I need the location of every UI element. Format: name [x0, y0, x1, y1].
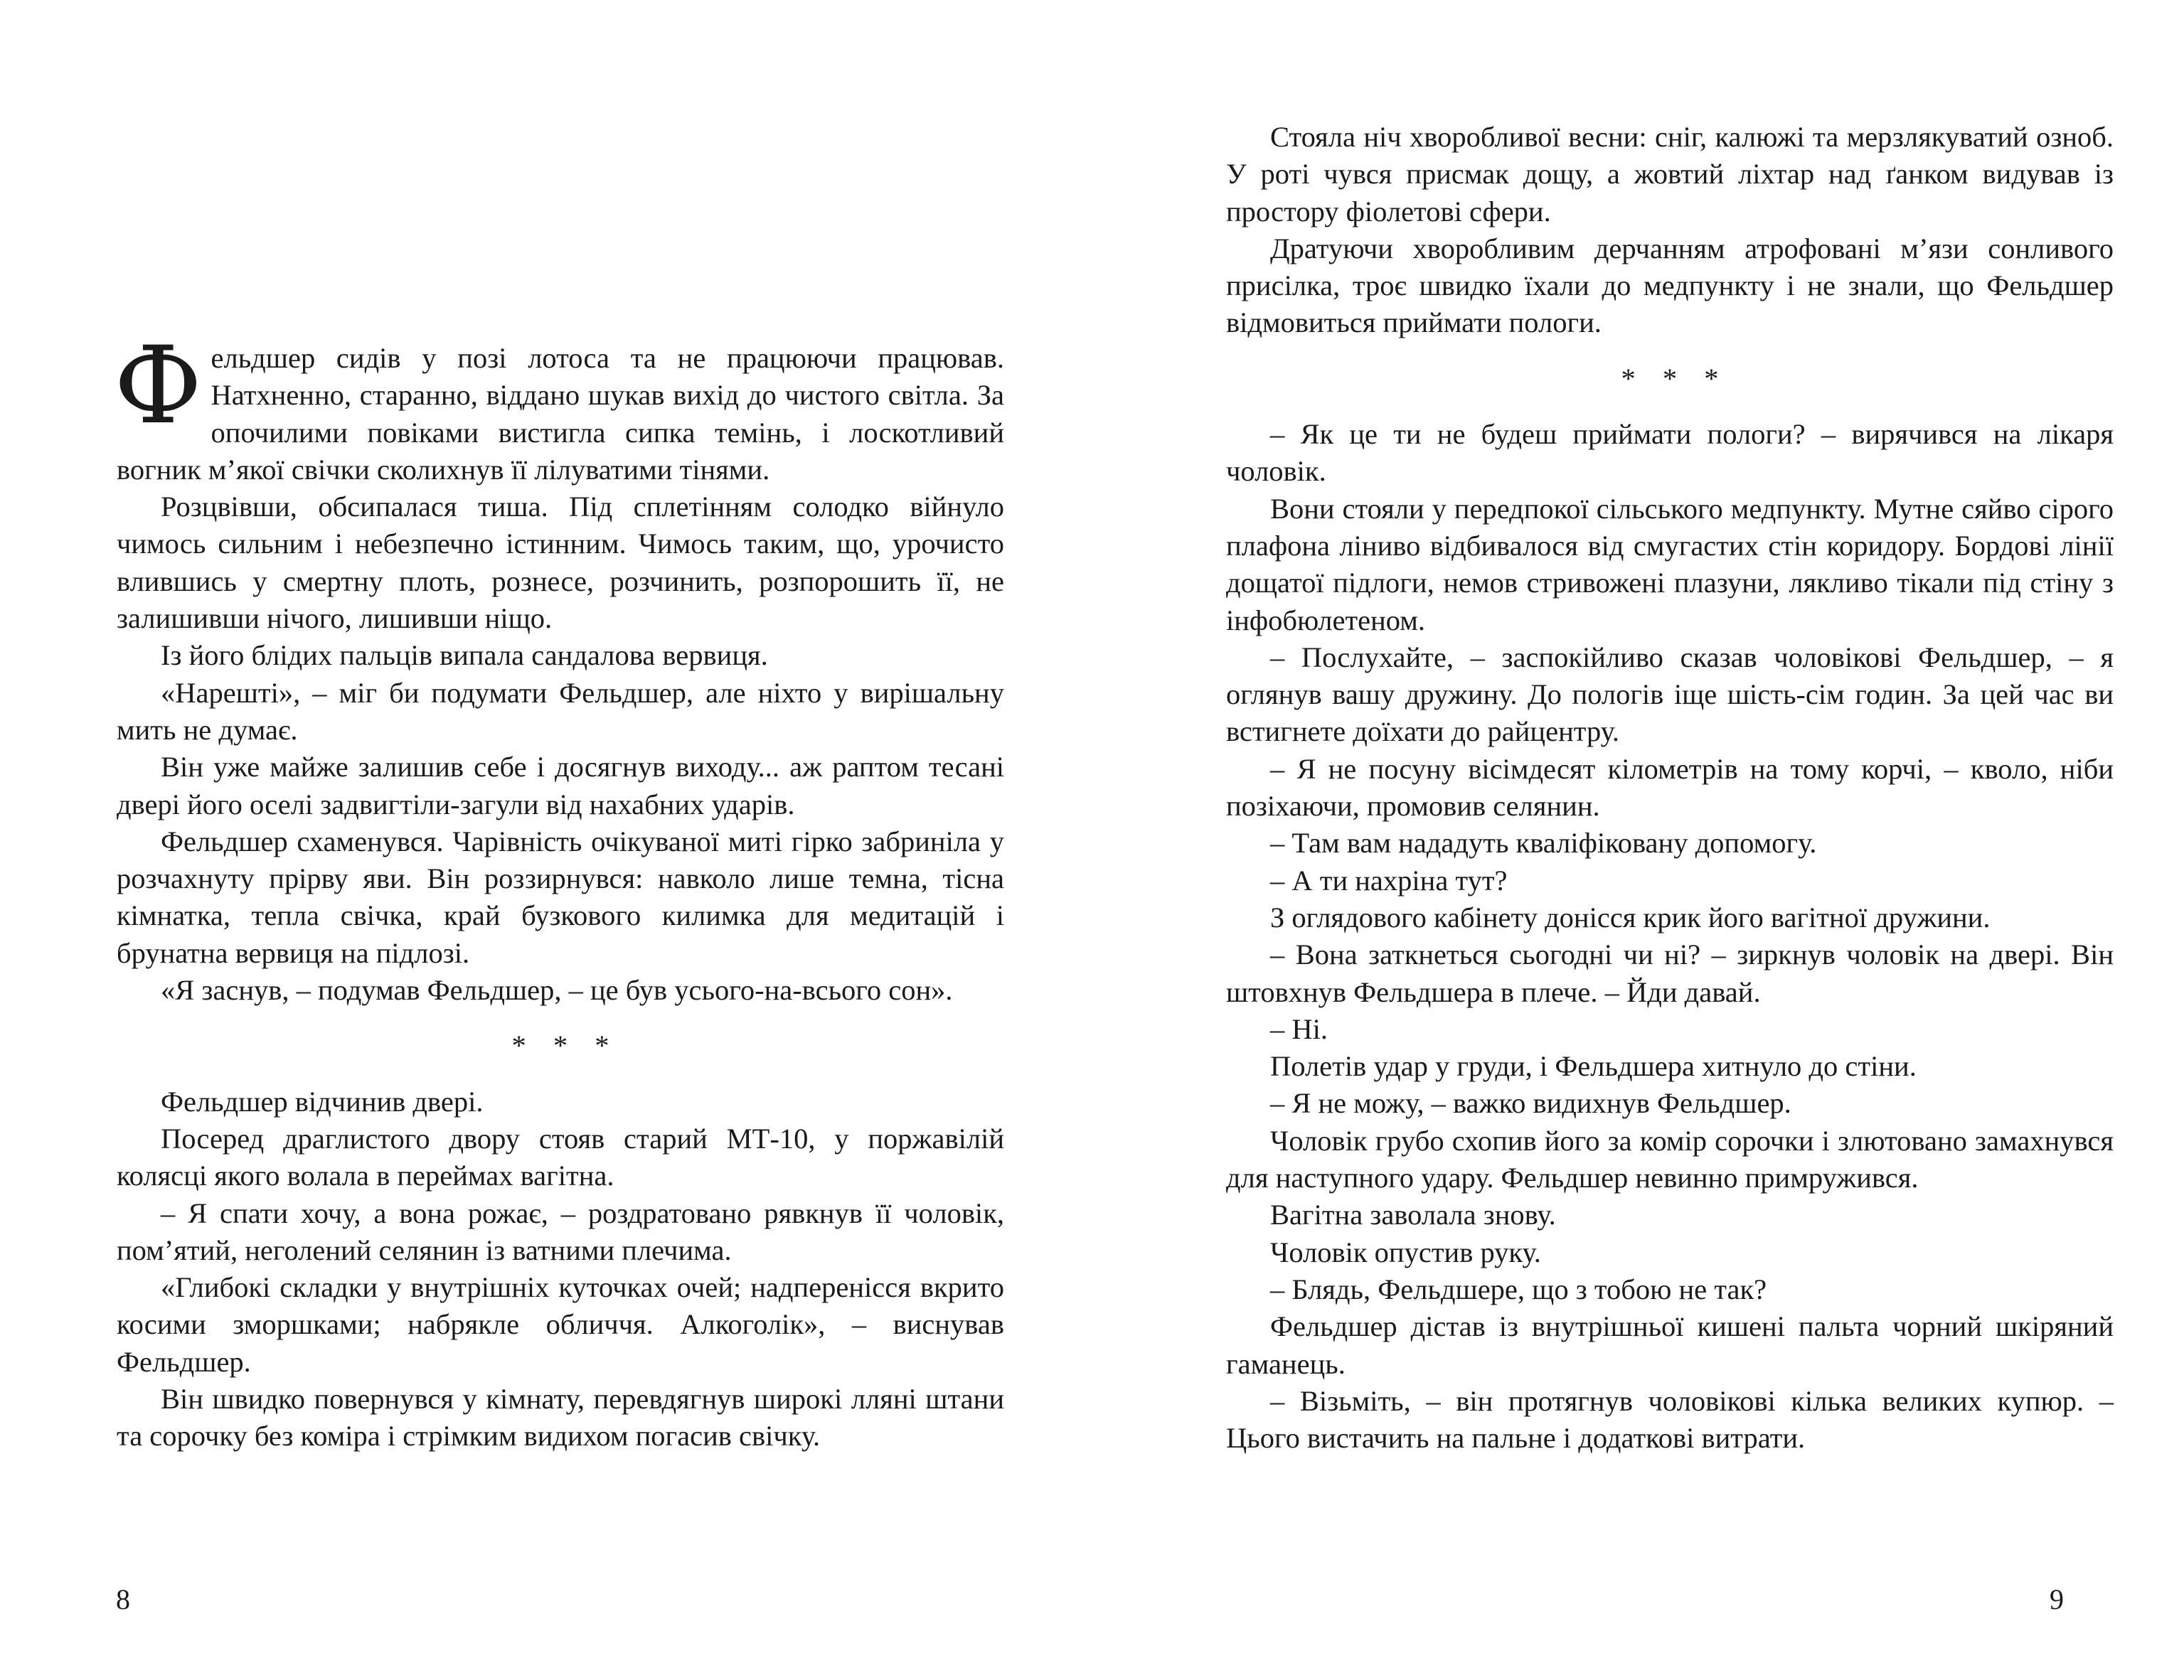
paragraph: Посеред драглистого двору стояв старий МТ-10, у поржавілій колясці якого волала в переймах вагітна. — [117, 1122, 1004, 1192]
paragraph: Він уже майже залишив себе і досягнув виходу... аж раптом тесані двері його оселі задвигтіли-загули від нахабних ударів. — [117, 751, 1004, 820]
paragraph: – Блядь, Фельдшере, що з тобою не так? — [1270, 1273, 1767, 1305]
paragraph: Із його блідих пальців випала сандалова вервиця. — [161, 639, 768, 672]
paragraph: Фельдшер схаменувся. Чарівність очікуваної миті гірко забриніла у розчахнуту прірву яви. Він роззирнувся: навколо лише темна, тісна кімнатка, тепла свічка, край бузкового килимка для медитацій і брунатна вервиця на підлозі. — [117, 825, 1004, 969]
paragraph: З оглядового кабінету донісся крик його вагітної дружини. — [1270, 901, 1991, 933]
paragraph: Фельдшер дістав із внутрішньої кишені пальта чорний шкіряний гаманець. — [1226, 1310, 2114, 1380]
page-number-right: 9 — [2050, 1583, 2064, 1615]
paragraph: – Послухайте, – заспокійливо сказав чоловікові Фельдшер, – я оглянув вашу дружину. До пологів іще шість-сім годин. За цей час ви встигнете доїхати до райцентру. — [1226, 641, 2114, 748]
paragraph: Розцвівши, обсипалася тиша. Під сплетінням солодко війнуло чимось сильним і небезпечно істинним. Чимось таким, що, урочисто влившись у смертну плоть, рознесе, розчинить, розпорошить її, не залишивши нічого, лишивши ніщо. — [117, 491, 1004, 635]
paragraph: – А ти нахріна тут? — [1270, 864, 1508, 897]
paragraph: – Я не посуну вісімдесят кілометрів на тому корчі, – кволо, ніби позіхаючи, промовив селянин. — [1226, 752, 2114, 823]
paragraph: – Я не можу, – важко видихнув Фельдшер. — [1270, 1087, 1791, 1120]
paragraph: Полетів удар у груди, і Фельдшера хитнуло до стіни. — [1270, 1050, 1917, 1083]
section-break: * * * — [1621, 362, 1729, 395]
paragraph: «Глибокі складки у внутрішніх куточках очей; надперенісся вкрито косими зморшками; набрякле обличчя. Алкоголік», – виснував Фельдшер. — [117, 1271, 1004, 1378]
drop-cap: Ф — [114, 324, 203, 448]
paragraph: Дратуючи хворобливим дерчанням атрофовані м’язи сонливого присілка, троє швидко їхали до медпункту і не знали, що Фельдшер відмовиться приймати пологи. — [1226, 232, 2114, 339]
left-page-text — [114, 324, 1004, 1455]
paragraph: – Там вам нададуть кваліфіковану допомогу. — [1270, 827, 1817, 860]
paragraph: Він швидко повернувся у кімнату, перевдягнув широкі лляні штани та сорочку без коміра і стрімким видихом погасив свічку. — [117, 1383, 1004, 1452]
paragraph: Чоловік грубо схопив його за комір сорочки і злютовано замахнувся для наступного удару. Фельдшер невинно примружився. — [1226, 1124, 2114, 1194]
paragraph: – Вона заткнеться сьогодні чи ні? – зиркнув чоловік на двері. Він штовхнув Фельдшера в плече. – Йди давай. — [1226, 938, 2114, 1008]
paragraph: Чоловік опустив руку. — [1270, 1236, 1541, 1268]
paragraph: «Я заснув, – подумав Фельдшер, – це був усього-на-всього сон». — [161, 974, 953, 1007]
paragraph: – Я спати хочу, а вона рожає, – роздратовано рявкнув її чоловік, пом’ятий, неголений селянин із ватними плечима. — [117, 1197, 1004, 1266]
paragraph: Стояла ніч хворобливої весни: сніг, калюжі та мерзлякуватий озноб. У роті чувся присмак дощу, а жовтий ліхтар над ґанком видував із простору фіолетові сфери. — [1226, 121, 2114, 228]
paragraph: – Візьміть, – він протягнув чоловікові кілька великих купюр. – Цього вистачить на пальне і додаткові витрати. — [1226, 1384, 2114, 1455]
paragraph: Фельдшер відчинив двері. — [161, 1085, 484, 1118]
page-number-left: 8 — [116, 1583, 130, 1615]
paragraph: «Нарешті», – міг би подумати Фельдшер, але ніхто у вирішальну мить не думає. — [117, 676, 1004, 746]
paragraph: Вагітна заволала знову. — [1270, 1199, 1556, 1231]
right-page-text — [1226, 119, 2114, 1457]
paragraph: – Ні. — [1270, 1012, 1328, 1045]
paragraph: Вони стояли у передпокої сільського медпункту. Мутне сяйво сірого плафона ліниво відбивалося від смугастих стін коридору. Бордові лінії дощатої підлоги, немов стривожені плазуни, лякливо тікали під стіну з інфобюлетеном. — [1226, 492, 2114, 636]
opening-paragraph-text: ельдшер сидів у позі лотоса та не працюючи працював. Натхненно, старанно, віддано шукав вихід до чистого світла. За опочилими повіками вистигла сипка темінь, і лоскотливий вогник м’якої свічки сколихнув її лілуватими тінями. — [117, 342, 1004, 486]
paragraph: – Як це ти не будеш приймати пологи? – вирячився на лікаря чоловік. — [1226, 418, 2114, 488]
section-break: * * * — [511, 1029, 619, 1062]
opening-paragraph — [114, 324, 1004, 488]
